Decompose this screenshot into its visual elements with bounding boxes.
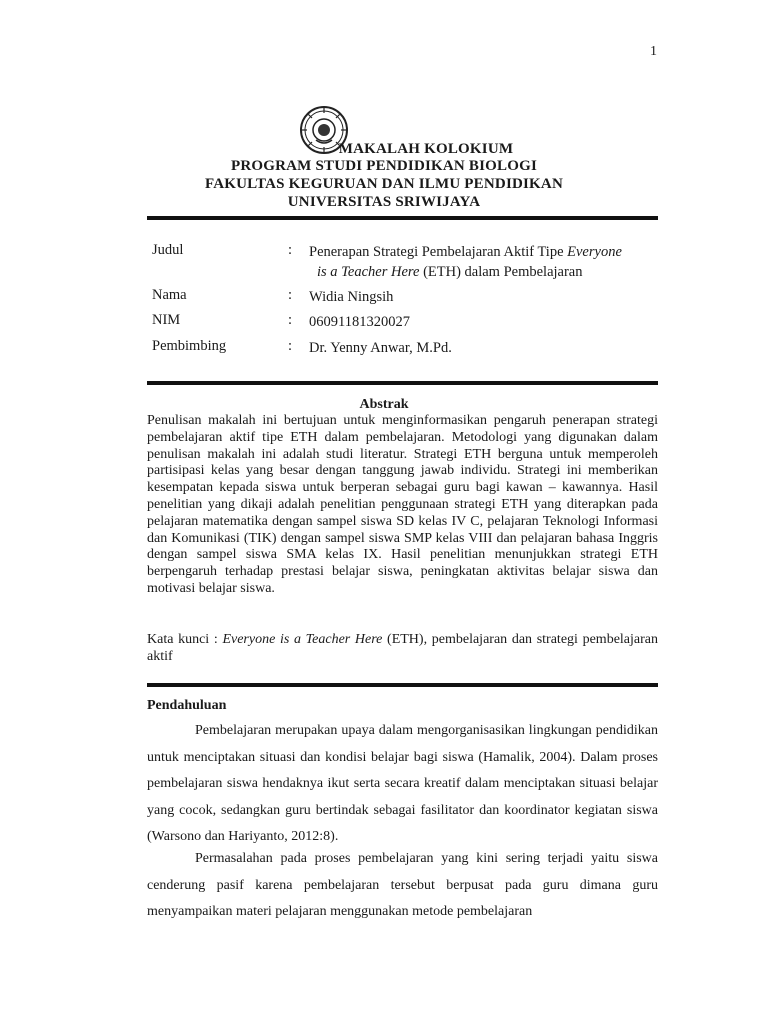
keywords-italic: Everyone is a Teacher Here <box>222 632 383 647</box>
paragraph: Pembelajaran merupakan upaya dalam mengorganisasikan lingkungan pendidikan untuk menciptakan situasi dan kondisi belajar bagi siswa (Hamalik, 2004). Dalam proses pembelajaran siswa hendaknya ikut serta secara kreatif dalam menciptakan situasi belajar yang cocok, sedangkan guru bertindak sebagai fasilitator dan koordinator kegiatan siswa (Warsono dan Hariyanto, 2012:8). <box>147 723 658 845</box>
abstract-body: Penulisan makalah ini bertujuan untuk menginformasikan pengaruh penerapan strategi pembelajaran aktif tipe ETH dalam pembelajaran. Metodologi yang digunakan dalam penulisan makalah ini adalah studi literatur. Strategi ETH berguna untuk memperoleh partisipasi kelas yang besar dengan tanggung jawab individu. Strategi ini memberikan kesempatan kepada siswa untuk berperan sebagai guru bagi kawan – kawannya. Hasil penelitian yang dikaji adalah penelitian penggunaan strategi ETH yang diterapkan pada pelajaran matematika dengan sampel siswa SD kelas IV C, pelajaran Teknologi Informasi dan Komunikasi (TIK) dengan sampel siswa SMP kelas VIII dan pelajaran bahasa Inggris dengan sampel siswa SMA kelas IX. Hasil penelitian menunjukkan strategi ETH berpengaruh terhadap prestasi belajar siswa, peningkatan aktivitas belajar siswa dan motivasi belajar siswa. <box>147 413 658 596</box>
meta-colon: : <box>288 312 293 328</box>
meta-colon: : <box>288 338 293 354</box>
divider <box>147 683 658 687</box>
header-university: UNIVERSITAS SRIWIJAYA <box>287 194 481 210</box>
paragraph: Permasalahan pada proses pembelajaran yang kini sering terjadi yaitu siswa cenderung pasif karena pembelajaran tersebut berpusat pada guru dimana guru menyampaikan materi pelajaran menggunakan metode pembelajaran <box>147 851 658 920</box>
meta-value-nim: 06091181320027 <box>309 314 410 330</box>
keywords-label: Kata kunci : <box>147 632 223 647</box>
meta-value-judul: Penerapan Strategi Pembelajaran Aktif Tipe Everyone is a Teacher Here (ETH) dalam Pembelajaran <box>309 244 622 280</box>
header-title: MAKALAH KOLOKIUM <box>338 141 514 157</box>
header-faculty: FAKULTAS KEGURUAN DAN ILMU PENDIDIKAN <box>205 176 563 192</box>
meta-value-pembimbing: Dr. Yenny Anwar, M.Pd. <box>309 340 452 356</box>
page-number: 1 <box>650 44 657 59</box>
section-title: Pendahuluan <box>147 698 227 713</box>
abstract-title: Abstrak <box>359 397 409 412</box>
meta-value-nama: Widia Ningsih <box>309 289 394 305</box>
meta-label-judul: Judul <box>152 242 184 258</box>
meta-colon: : <box>288 242 293 258</box>
divider <box>147 216 658 220</box>
meta-colon: : <box>288 287 293 303</box>
meta-label-pembimbing: Pembimbing <box>152 338 227 354</box>
meta-label-nim: NIM <box>152 312 181 328</box>
divider <box>147 381 658 385</box>
keywords-rest: (ETH), pembelajaran dan strategi pembelajaran aktif <box>147 632 658 664</box>
header-program: PROGRAM STUDI PENDIDIKAN BIOLOGI <box>230 158 537 174</box>
meta-label-nama: Nama <box>152 287 187 303</box>
keywords <box>147 631 658 665</box>
